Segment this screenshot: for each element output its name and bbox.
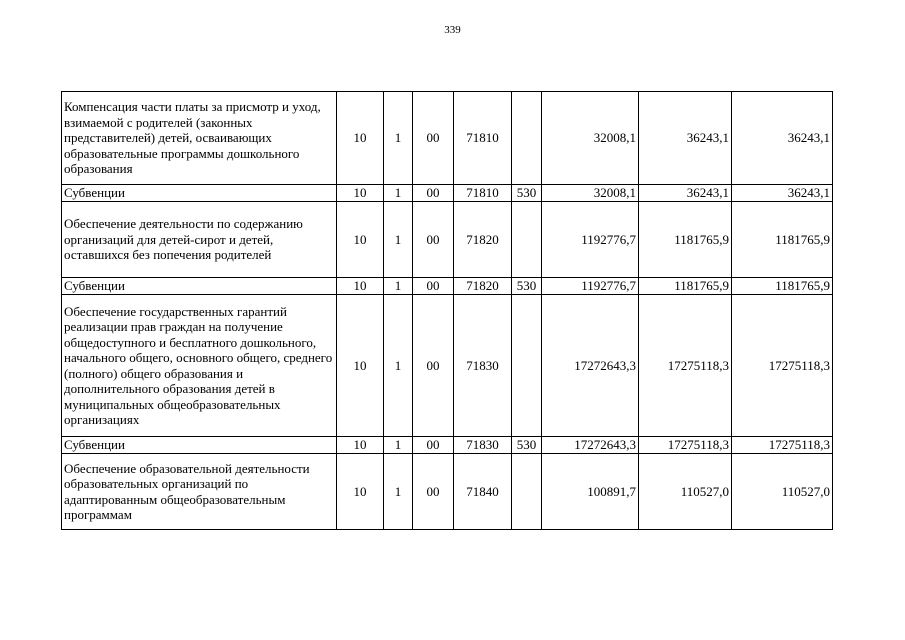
row-name-cell: Субвенции bbox=[62, 185, 337, 202]
program-cell: 00 bbox=[413, 437, 454, 454]
subsection-cell: 1 bbox=[384, 202, 413, 278]
value-1-cell: 32008,1 bbox=[542, 185, 639, 202]
subsection-cell: 1 bbox=[384, 437, 413, 454]
value-1-cell: 100891,7 bbox=[542, 454, 639, 530]
section-cell: 10 bbox=[337, 295, 384, 437]
table-row bbox=[62, 185, 833, 202]
value-2-cell: 1181765,9 bbox=[639, 202, 732, 278]
code-cell: 71810 bbox=[454, 185, 512, 202]
expense-type-cell: 530 bbox=[512, 185, 542, 202]
subsection-cell: 1 bbox=[384, 92, 413, 185]
row-name-cell: Субвенции bbox=[62, 437, 337, 454]
program-cell: 00 bbox=[413, 202, 454, 278]
value-2-cell: 110527,0 bbox=[639, 454, 732, 530]
value-3-cell: 36243,1 bbox=[732, 92, 833, 185]
budget-table bbox=[61, 91, 833, 530]
code-cell: 71840 bbox=[454, 454, 512, 530]
value-3-cell: 36243,1 bbox=[732, 185, 833, 202]
program-cell: 00 bbox=[413, 295, 454, 437]
program-cell: 00 bbox=[413, 185, 454, 202]
table-row bbox=[62, 295, 833, 437]
table-row bbox=[62, 454, 833, 530]
table-row bbox=[62, 202, 833, 278]
value-2-cell: 36243,1 bbox=[639, 185, 732, 202]
value-3-cell: 1181765,9 bbox=[732, 278, 833, 295]
value-2-cell: 1181765,9 bbox=[639, 278, 732, 295]
value-3-cell: 110527,0 bbox=[732, 454, 833, 530]
expense-type-cell bbox=[512, 202, 542, 278]
program-cell: 00 bbox=[413, 454, 454, 530]
expense-type-cell bbox=[512, 92, 542, 185]
value-1-cell: 32008,1 bbox=[542, 92, 639, 185]
section-cell: 10 bbox=[337, 92, 384, 185]
row-name-cell: Субвенции bbox=[62, 278, 337, 295]
subsection-cell: 1 bbox=[384, 295, 413, 437]
table-row bbox=[62, 92, 833, 185]
code-cell: 71820 bbox=[454, 278, 512, 295]
subsection-cell: 1 bbox=[384, 454, 413, 530]
value-1-cell: 17272643,3 bbox=[542, 437, 639, 454]
section-cell: 10 bbox=[337, 202, 384, 278]
expense-type-cell bbox=[512, 295, 542, 437]
code-cell: 71830 bbox=[454, 295, 512, 437]
value-2-cell: 17275118,3 bbox=[639, 295, 732, 437]
expense-type-cell bbox=[512, 454, 542, 530]
value-3-cell: 17275118,3 bbox=[732, 437, 833, 454]
program-cell: 00 bbox=[413, 278, 454, 295]
expense-type-cell: 530 bbox=[512, 437, 542, 454]
section-cell: 10 bbox=[337, 278, 384, 295]
value-3-cell: 1181765,9 bbox=[732, 202, 833, 278]
value-1-cell: 1192776,7 bbox=[542, 278, 639, 295]
section-cell: 10 bbox=[337, 437, 384, 454]
value-3-cell: 17275118,3 bbox=[732, 295, 833, 437]
row-name-cell: Компенсация части платы за присмотр и уход, взимаемой с родителей (законных представителей) детей, осваивающих образовательные программы дошкольного образования bbox=[62, 92, 337, 185]
value-1-cell: 17272643,3 bbox=[542, 295, 639, 437]
value-1-cell: 1192776,7 bbox=[542, 202, 639, 278]
subsection-cell: 1 bbox=[384, 185, 413, 202]
section-cell: 10 bbox=[337, 185, 384, 202]
code-cell: 71810 bbox=[454, 92, 512, 185]
value-2-cell: 17275118,3 bbox=[639, 437, 732, 454]
page-number: 339 bbox=[444, 24, 461, 36]
code-cell: 71820 bbox=[454, 202, 512, 278]
row-name-cell: Обеспечение государственных гарантий реализации прав граждан на получение общедоступного и бесплатного дошкольного, начального общего, основного общего, среднего (полного) общего образования и дополнительного образования детей в муниципальных общеобразовательных организациях bbox=[62, 295, 337, 437]
expense-type-cell: 530 bbox=[512, 278, 542, 295]
subsection-cell: 1 bbox=[384, 278, 413, 295]
table-row bbox=[62, 278, 833, 295]
table-row bbox=[62, 437, 833, 454]
table-body bbox=[62, 92, 833, 530]
value-2-cell: 36243,1 bbox=[639, 92, 732, 185]
section-cell: 10 bbox=[337, 454, 384, 530]
code-cell: 71830 bbox=[454, 437, 512, 454]
program-cell: 00 bbox=[413, 92, 454, 185]
row-name-cell: Обеспечение деятельности по содержанию организаций для детей-сирот и детей, оставшихся без попечения родителей bbox=[62, 202, 337, 278]
row-name-cell: Обеспечение образовательной деятельности образовательных организаций по адаптированным общеобразовательным программам bbox=[62, 454, 337, 530]
